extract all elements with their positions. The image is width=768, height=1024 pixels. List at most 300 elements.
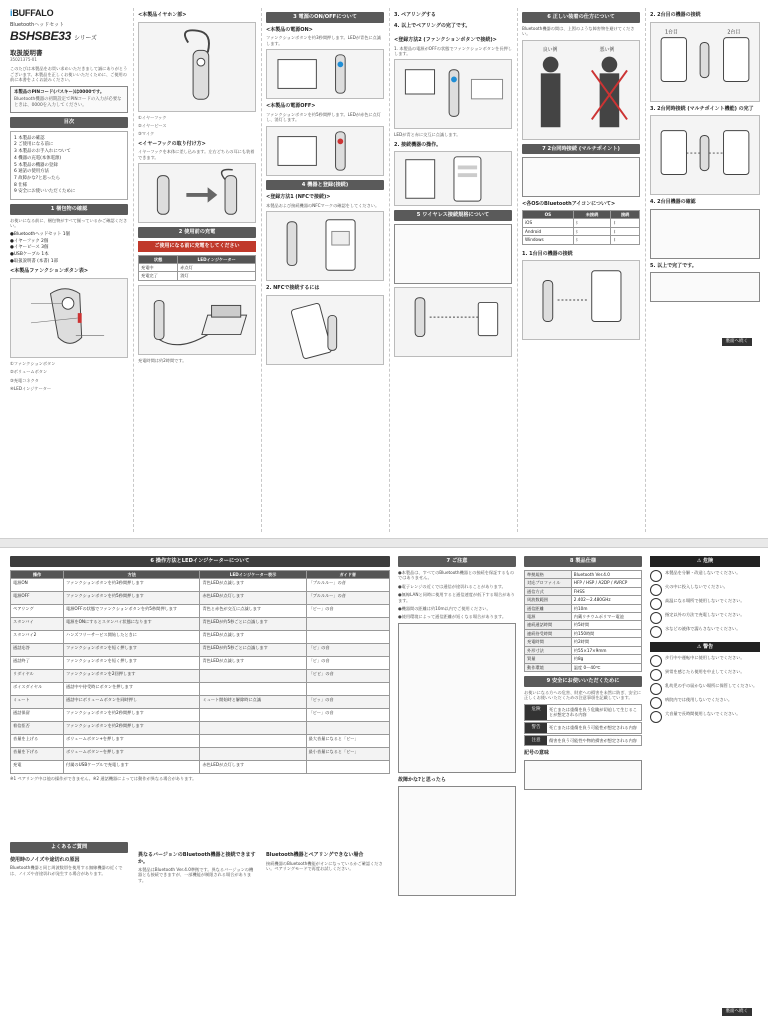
warning-text: 乳幼児の手の届かない場所に保管してください。 [665,683,758,688]
toc-item[interactable]: 8 仕様 [14,182,27,188]
note-item: ●無線LANと同時に使用すると通信速度が低下する場合があります。 [398,592,515,603]
part-label: ①ファンクションボタン [10,360,56,366]
section-power-title: 3 電源のON/OFFについて [266,12,384,23]
level-danger: 危険 死亡または重傷を負う危険が切迫して生じることが想定される内容 [524,704,642,721]
warning-item [650,598,760,610]
table-header: 操作 [11,570,64,578]
table-cell: 通話応答 [11,644,64,657]
power-off-title: <本製品の電源OFF> [266,103,316,110]
ops-row [11,605,390,618]
table-header: 接続 [611,210,640,218]
table-cell: 青色と赤色が交互に点滅します [200,605,306,618]
fold-line [517,8,518,532]
nfc-text: 本製品および接続機器のNFCマークの確認をしてください。 [266,202,380,208]
ops-row [11,683,390,696]
table-cell: 「ピー」の音 [306,709,389,722]
table-cell: 「プルルルー」の音 [306,579,389,592]
table-cell: 動作環境 [525,663,572,671]
table-cell: 着信拒否 [11,722,64,735]
spec-row [525,570,642,578]
pairing-button-diagram [394,59,512,129]
spec-row [525,663,642,671]
package-list [10,232,128,265]
multipoint-diagram [650,115,760,195]
faq-answer: 接続機器のBluetooth機能がオンになっているかご確認ください。ペアリングモードで再度お試しください。 [266,860,383,871]
table-cell: 電源をONにするとスタンバイ状態になります [64,618,200,631]
table-cell: 対応プロファイル [525,579,572,587]
table-header: LEDインジケーター表示 [200,570,306,578]
continue-label: 裏面へ続く [722,338,753,346]
earpiece-column [138,8,256,532]
multi-step4: 4. 2台目機器の確認 [650,199,696,205]
table-cell: ハンズフリーサービス開始したときに [64,631,200,644]
wearing-diagram [522,40,640,140]
prohibition-icon [650,584,662,596]
table-cell: 「ピ」の音 [306,644,389,657]
power-on-diagram [266,49,384,99]
doc-title: 取扱説明書 [10,48,43,57]
ops-row [11,657,390,670]
multi-title: 7 2台同時接続 (マルチポイント) [522,144,640,155]
table-header: 方法 [64,570,200,578]
nfc-title: <登録方法1 (NFCで接続)> [266,194,331,201]
table-header: 未接続 [573,210,611,218]
table-cell: 約10m [571,604,641,612]
charging-diagram [138,285,256,355]
warning-text: 異常を感じたら使用を中止してください。 [665,669,745,674]
ops-row [11,618,390,631]
spec-table [524,570,642,672]
table-cell: 音量を下げる [11,748,64,761]
power-off-diagram [266,126,384,176]
table-cell: 外形寸法 [525,646,572,654]
toc-item[interactable]: 6 通話の使用方法 [14,169,49,175]
table-cell [306,631,389,644]
warning-item [650,683,760,695]
ops-row [11,748,390,761]
table-cell: 最大音量になると「ピー」 [306,735,389,748]
brand-logo: iBUFFALO [10,8,54,18]
pin-code-note: 本製品のPINコード(パスキー)は0000です。 Bluetooth機器の初期設定でPINコードの入力が必要なときは、0000を入力してください。 [10,86,128,113]
symbol-box [524,760,642,790]
faq-column-1 [10,838,128,1016]
faq-answer: 本製品はBluetooth Ver.4.0準拠です。異なるバージョンの機器とも接続できますが、一部機能が制限される場合があります。 [138,867,254,883]
section-charge-title: 2 使用前の充電 [138,227,256,238]
usage-column [522,8,640,532]
table-cell: ボリュームボタン−を押します [64,748,200,761]
table-cell: 2.402〜2.480GHz [571,596,641,604]
package-item: ●取扱説明書 (本書) 1部 [10,258,58,264]
fold-line [133,8,134,532]
power-column [266,8,384,532]
table-cell: 青色LEDが点滅します [200,579,306,592]
warning-item [650,626,760,638]
fold-line [645,8,646,532]
toc-item[interactable]: 4 機器の充電(本体電源) [14,155,62,161]
table-cell [200,670,306,683]
spec-row [525,596,642,604]
page-fold [0,538,768,548]
ops-row [11,644,390,657]
earpiece-diagram [138,22,256,112]
table-cell [200,722,306,735]
table-cell [200,748,306,761]
warning-text: 高温になる場所で使用しないでください。 [665,597,745,603]
caution-icon [650,697,662,709]
bluetooth-icon: ᛒ [573,236,611,244]
symbol-title: 記号の意味 [524,750,550,757]
table-cell: ファンクションボタンを約5秒間押します [64,592,200,605]
charge-led-table [138,255,256,281]
device1-label: 1台目 [665,29,678,36]
level-warning: 警告 死亡または重傷を負う可能性が想定される内容 [524,722,642,734]
manual-back-side [0,548,768,1024]
note-item: ●使用環境によって通信距離が短くなる場合があります。 [398,614,507,620]
power-on-title: <本製品の電源ON> [266,26,313,33]
table-cell: 通話保留 [11,709,64,722]
multi-step5-note [650,272,760,302]
table-cell: ボイスダイヤル [11,683,64,696]
toc-title: 目次 [10,117,128,128]
caution-icon [650,711,662,723]
caution-icon [650,683,662,695]
table-cell: 音量を上げる [11,735,64,748]
spec-row [525,655,642,663]
pairing-step1: 1. 本製品の電源がOFFの状態でファンクションボタンを長押しします。 [394,45,512,56]
table-cell [200,683,306,696]
nfc-touch-title: 2. NFCで接続するには [266,285,320,292]
warning-text: 火の中に投入しないでください。 [665,583,728,589]
earpiece-part: ②イヤーピース [138,122,167,128]
prohibition-icon [650,612,662,624]
table-cell: 赤点灯 [178,263,256,271]
table-cell: 電源 [525,613,572,621]
continue-label: 裏面へ続く [722,1008,753,1016]
note-item: ●機器間の距離は約10m以内でご使用ください。 [398,606,491,612]
operations-table [10,570,390,774]
pairing-step2: 2. 接続機器の操作。 [394,141,442,148]
table-cell: 最小音量になると「ピー」 [306,748,389,761]
table-cell: 連続待受時間 [525,629,572,637]
ear-hook-text: イヤーフックを本体に差し込みます。左右どちらの耳にも装着できます。 [138,149,255,160]
table-cell: 準拠規格 [525,570,572,578]
table-cell: ボリュームボタン+を押します [64,735,200,748]
ops-row [11,722,390,735]
table-cell: ミュート [11,696,64,709]
spec-row [525,604,642,612]
ear-hook-title: <イヤーフックの取り付け方> [138,140,206,147]
multi-step5: 5. 以上で完了です。 [650,262,697,269]
pairing-step3: 3. ペアリングする [394,12,436,18]
led-note: LEDが青と赤に交互に点滅します。 [394,132,461,138]
section-contents-title: 1 梱包物の確認 [10,204,128,215]
warning-item [650,669,760,681]
bluetooth-icon: ᛒ [611,227,640,235]
notes-title: 7 ご注意 [398,556,516,567]
bluetooth-icon: ᛒ [611,236,640,244]
table-cell: ファンクションボタンを約2秒間押します [64,722,200,735]
product-type: Bluetoothヘッドセット [10,21,65,28]
danger-title: ⚠ 危険 [650,556,760,567]
table-cell: 充電完了 [139,272,178,280]
notes-detail-box [398,623,516,773]
power-on-text: ファンクションボタンを約3秒間押します。LEDが青色に点滅します。 [266,35,381,46]
warning-text: 歩行中や運転中に使用しないでください。 [665,655,745,660]
warning-item [650,570,760,582]
ops-row [11,696,390,709]
faq-question: Bluetooth機器とペアリングできない場合 [266,852,364,858]
charge-subtitle: ご使用になる前に充電をしてください [138,241,256,252]
note-item: ●本製品は、すべてのBluetooth機器との接続を保証するものではありません。 [398,569,515,581]
warning-text: 指定以外の方法で充電しないでください。 [665,611,745,617]
qa-title: 故障かな?と思ったら [398,776,446,783]
ops-row [11,735,390,748]
safety-notice-text: お使いになる方への危害、財産への損害を未然に防ぎ、安全に正しくお使いいただくための注意事項を記載しています。 [524,689,642,701]
nfc-touch-diagram [266,295,384,365]
pairing-column [394,8,512,532]
toc-item[interactable]: 2 ご使用になる前に [14,142,54,148]
earpiece-title: <本製品イヤホン部> [138,12,187,18]
table-cell: ミュート開始時と解除時に点滅 [200,696,306,709]
table-cell: 約55×17×9mm [571,646,641,654]
earpiece-part: ①イヤーフック [138,114,167,120]
phone-settings-diagram [394,151,512,206]
multi-note [522,157,640,197]
range-diagram [394,287,512,357]
section-pair-title: 4 機器と登録(接続) [266,180,384,191]
table-cell: 「ブルルルー」の音 [306,592,389,605]
faq-column-2 [138,838,256,1016]
table-header: OS [523,210,574,218]
warning-text: 大音量で長時間使用しないでください。 [665,711,741,716]
warning-item [650,697,760,709]
table-cell: 青色LEDが約5秒ごとに点滅します [200,618,306,631]
table-header: LEDインジケーター [178,255,256,263]
table-cell: 青色LEDが点滅します [200,657,306,670]
function-button-title: <本製品ファンクションボタン表> [10,268,89,275]
table-cell: スタンバイ2 [11,631,64,644]
section-use-title: 6 正しい装着の仕方について [522,12,640,23]
table-cell: 約2時間 [571,638,641,646]
part-label: ②ボリュームボタン [10,369,48,375]
fold-line [261,8,262,532]
device2-label: 2台目 [727,29,741,36]
intro-text: このたびは本製品をお買い求めいただきまして誠にありがとうございます。本製品を正しくお使いいただくために、ご使用の前に本書をよくお読みください。 [10,66,128,83]
level-caution: 注意 傷害を負う可能性や物的損害が想定される内容 [524,735,642,747]
table-row [139,263,256,271]
table-cell: 「ピピ」の音 [306,670,389,683]
table-row [523,219,640,227]
warning-title: ⚠ 警告 [650,642,760,653]
spec-title: 8 製品仕様 [524,556,642,567]
prohibition-icon [650,626,662,638]
toc-item[interactable]: 9 安全にお使いいただくために [14,189,76,195]
ops-title: 6 操作方法とLEDインジケーターについて [10,556,390,567]
headset-diagram [10,278,128,358]
package-item: ●イヤーピース 3個 [10,245,49,251]
manual-pair-title: <登録方法2 (ファンクションボタンで接続)> [394,37,497,43]
ops-row [11,670,390,683]
table-cell: 「ピ」の音 [306,657,389,670]
caution-icon [650,655,662,667]
spec-row [525,587,642,595]
table-row [139,272,256,280]
spec-row [525,579,642,587]
table-cell: 周波数範囲 [525,596,572,604]
safety-notice-title: 9 安全にお使いいただくために [524,676,642,687]
cover-column [10,8,128,532]
warning-text: 本製品を分解・改造しないでください。 [665,569,741,575]
table-cell: 電源OFF [11,592,64,605]
spec-row [525,621,642,629]
use-text: Bluetooth機器の間は、上図のような障害物を避けてください。 [522,25,635,37]
multi-step4-note [650,209,760,259]
table-cell: 充電時間 [525,638,572,646]
bluetooth-icon: ᛒ [611,219,640,227]
table-cell: 赤色LEDが点灯します [200,761,306,774]
os-icon-table [522,210,640,245]
ear-hook-diagram [138,163,256,223]
multi-step1: 1. 1台目の機器の接続 [522,250,573,257]
table-cell: スタンバイ [11,618,64,631]
warning-text: 水などの液体で濡らさないでください。 [665,625,741,631]
toc-item[interactable]: 7 故障かな?と思ったら [14,175,61,181]
part-label: ③充電コネクタ [10,377,39,383]
table-cell [306,761,389,774]
toc-item[interactable]: 5 本製品の機器の登録 [14,162,58,168]
table-row [523,227,640,235]
table-cell: ファンクションボタンを短く押します [64,644,200,657]
prohibition-icon [650,598,662,610]
table-row [523,236,640,244]
bluetooth-icon: ᛒ [573,219,611,227]
part-label: ④LEDインジケーター [10,386,52,392]
table-cell: 充電中 [139,263,178,271]
table-cell: 連続通話時間 [525,621,572,629]
table-cell: 内蔵リチウムポリマー電池 [571,613,641,621]
spec-row [525,613,642,621]
faq-title: よくあるご質問 [10,842,128,853]
table-cell: 青色LEDが約5秒ごとに点滅します [200,644,306,657]
notes-section [398,552,516,1020]
table-cell: ペアリング [11,605,64,618]
wireless-title: 5 ワイヤレス接続規格について [394,210,512,221]
fold-line [389,8,390,532]
table-cell: 約8g [571,655,641,663]
table-cell: 充電 [11,761,64,774]
faq-column-3 [266,838,390,1016]
multi-step3: 3. 2台同時接続 (マルチポイント機能) の完了 [650,105,754,112]
package-item: ●イヤーフック 2個 [10,238,49,244]
table-cell: 電源OFFの状態でファンクションボタンを約5秒間押します [64,605,200,618]
power-off-text: ファンクションボタンを約5秒間押します。LEDが赤色に点灯し、消灯します。 [266,111,381,123]
table-cell: 通信方式 [525,587,572,595]
ops-row [11,761,390,774]
table-header: 状態 [139,255,178,263]
caution-icon [650,669,662,681]
good-label: 良い例 [542,46,558,53]
table-cell: 「ピー」の音 [306,605,389,618]
prohibition-icon [650,570,662,582]
qa-box [398,786,516,896]
charge-note: 充電時間は約2時間です。 [138,357,187,363]
table-cell: 赤色LEDが点灯します [200,592,306,605]
table-cell: 約150時間 [571,629,641,637]
warning-text: 病院内では使用しないでください。 [665,697,733,702]
table-cell: 約5時間 [571,621,641,629]
warning-item [650,584,760,596]
table-cell: ファンクションボタンを2回押します [64,670,200,683]
warning-item [650,612,760,624]
table-cell: ファンクションボタンを約3秒間押します [64,579,200,592]
contents-text: お使いになる前に、梱包物がすべて揃っているかご確認ください。 [10,217,128,229]
warning-item [650,711,760,723]
toc-item[interactable]: 1 本製品の確認 [14,135,45,141]
doc-code: 35021375-01 [10,57,37,63]
table-cell: FHSS [571,587,641,595]
table-cell: 通信距離 [525,604,572,612]
table-cell [306,618,389,631]
table-cell: リダイヤル [11,670,64,683]
table-cell: Windows [523,236,574,244]
table-cell: ファンクションボタンを約2秒間押します [64,709,200,722]
table-header: ガイド音 [306,570,389,578]
table-cell: 付属のUSBケーブルで充電します [64,761,200,774]
table-cell: HFP / HSP / A2DP / AVRCP [571,579,641,587]
table-cell: 質量 [525,655,572,663]
spec-row [525,629,642,637]
faq-answer: Bluetooth機器と同じ周波数帯を使用する無線機器の近くでは、ノイズや音途切れが発生する場合があります。 [10,865,123,876]
toc-list [10,131,128,200]
table-cell: 「ピッ」の音 [306,696,389,709]
os-icon-title: <各OSのBluetoothアイコンについて> [522,201,616,208]
table-cell: 電源ON [11,579,64,592]
ops-footnote: ※1 ペアリング中は他の操作ができません。※2 通話機器によっては動作が異なる場合があります。 [10,776,197,782]
table-cell: Bluetooth Ver.4.0 [571,570,641,578]
bluetooth-icon: ᛒ [573,227,611,235]
table-cell [306,683,389,696]
table-cell [200,735,306,748]
spec-row [525,638,642,646]
table-cell: ファンクションボタンを短く押します [64,657,200,670]
note-item: ●電子レンジの近くでは通信が途切れることがあります。 [398,583,506,589]
ops-row [11,631,390,644]
multipoint-column [650,8,760,532]
first-device-diagram [522,260,640,340]
package-item: ●USBケーブル 1本 [10,251,49,257]
ops-row [11,709,390,722]
ops-row [11,592,390,605]
multi-step2: 2. 2台目の機器の接続 [650,12,701,18]
table-cell [306,722,389,735]
table-cell: Android [523,227,574,235]
model-name: BSHSBE33 シリーズ [10,29,97,44]
toc-item[interactable]: 3 本製品のお手入れについて [14,149,71,155]
spec-section [524,552,642,1020]
table-cell: 消灯 [178,272,256,280]
nfc-diagram [266,211,384,281]
bad-label: 悪い例 [599,46,615,53]
table-cell: iOS [523,219,574,227]
safety-section [650,552,760,1020]
table-cell: 温度 0〜40℃ [571,663,641,671]
ops-row [11,579,390,592]
earpiece-part: ③マイク [138,131,155,137]
table-cell: 通話中や待受時にボタンを押します [64,683,200,696]
table-cell [200,709,306,722]
table-cell: 通話終了 [11,657,64,670]
package-item: ●Bluetoothヘッドセット 1個 [10,231,70,237]
